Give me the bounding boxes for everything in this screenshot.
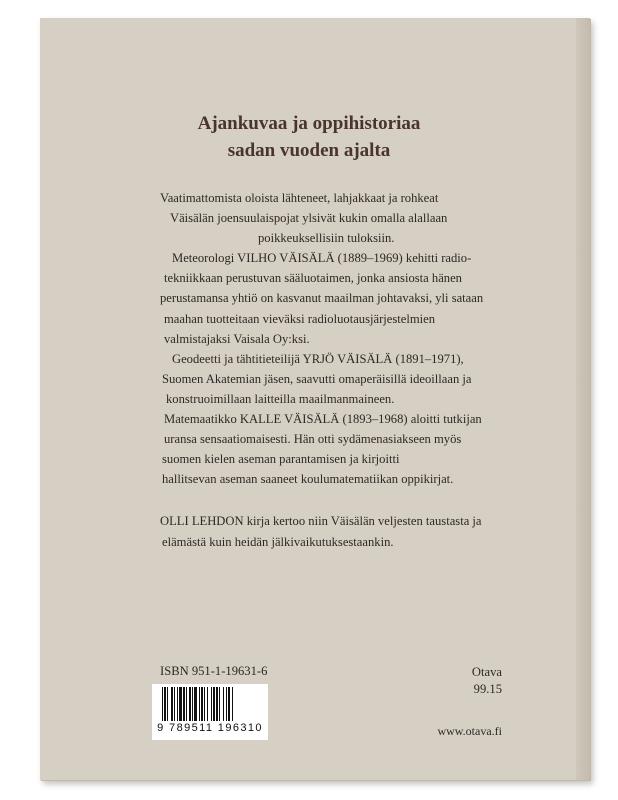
blurb-line: perustamansa yhtiö on kasvanut maailman johtavaksi, yli sataan [160,291,484,306]
blurb-text [160,188,490,552]
blurb-line: poikkeuksellisiin tuloksiin. [258,231,395,246]
blurb-line: Suomen Akatemian jäsen, saavutti omaperäisillä ideoillaan ja [162,371,472,386]
blurb-line: Vaatimattomista oloista lähteneet, lahjakkaat ja rohkeat [160,191,439,205]
title-line-1: Ajankuvaa ja oppihistoriaa [197,113,421,134]
blurb-line: Matemaatikko KALLE VÄISÄLÄ (1893–1968) aloitti tutkijan [164,412,482,427]
blurb-line: valmistajaksi Vaisala Oy:ksi. [164,331,310,346]
blurb-line: hallitsevan aseman saaneet koulumatematiikan oppikirjat. [162,472,454,487]
barcode-bars [162,687,258,721]
blurb-line: konstruoimillaan laitteilla maailmanmaineen. [166,391,395,406]
blurb-line: suomen kielen aseman parantamisen ja kirjoitti [162,452,400,467]
closing-line: elämästä kuin heidän jälkivaikutuksestaankin. [162,534,394,549]
cover-title [0,110,618,164]
blurb-line: uransa sensaatiomaisesti. Hän otti sydämenasiakseen myös [164,432,462,447]
isbn: ISBN 951-1-19631-6 [160,664,268,678]
classification-code: 99.15 [473,682,502,696]
barcode-digits: 9 789511 196310 [157,722,263,734]
closing-line: OLLI LEHDON kirja kertoo niin Väisälän veljesten taustasta ja [160,514,482,529]
blurb-line: tekniikkaan perustuvan sääluotaimen, jonka ansiosta hänen [164,271,462,286]
barcode [152,684,268,740]
blurb-line: Meteorologi VILHO VÄISÄLÄ (1889–1969) kehitti radio- [172,251,472,266]
blurb-line: Geodeetti ja tähtitieteilijä YRJÖ VÄISÄLÄ (1891–1971), [172,351,464,366]
blurb-line: maahan tuotteitaan vieväksi radioluotausjärjestelmien [164,311,436,326]
publisher-name: Otava [471,665,502,679]
title-line-2: sadan vuoden ajalta [227,140,391,161]
blurb-line: Väisälän joensuulaispojat ylsivät kukin omalla alallaan [170,211,448,226]
publisher-info [398,664,502,698]
publisher-url: www.otava.fi [437,724,502,738]
